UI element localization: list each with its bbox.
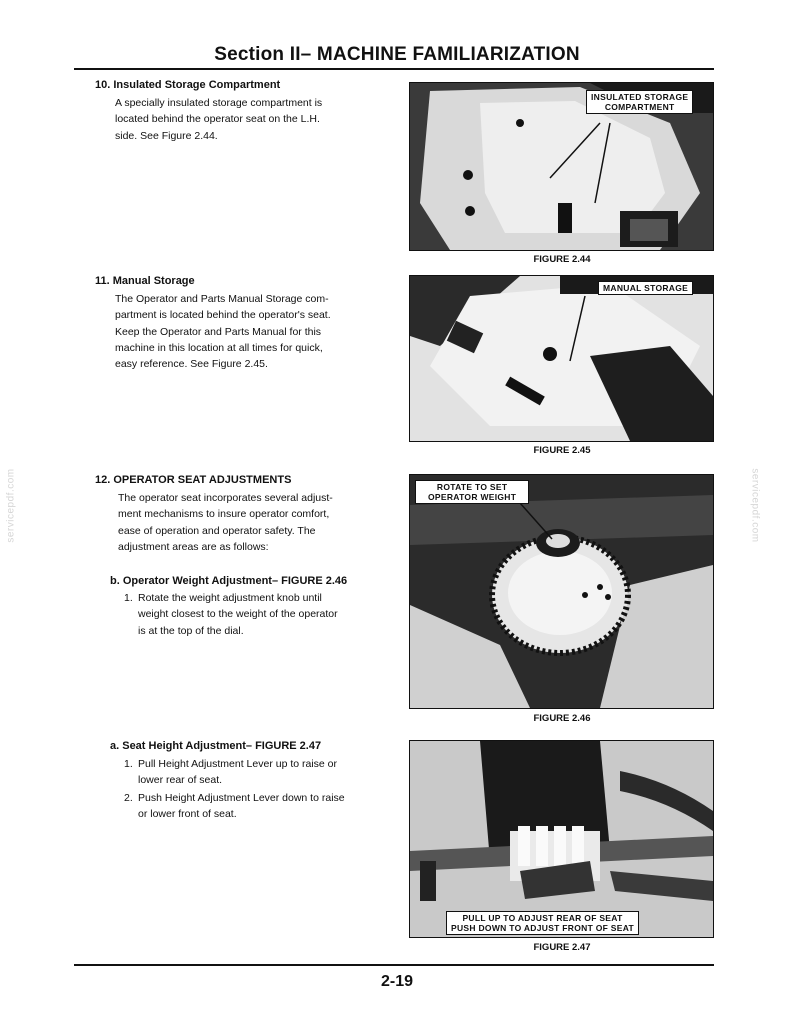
figure-2-47-caption: FIGURE 2.47 bbox=[533, 942, 591, 953]
text-line: weight closest to the weight of the operator bbox=[138, 608, 338, 621]
header-divider bbox=[74, 68, 714, 70]
watermark-right: servicepdf.com bbox=[749, 468, 761, 543]
figure-2-47-photo bbox=[409, 740, 714, 938]
figure-2-46-label bbox=[415, 480, 529, 504]
height-step-2-text bbox=[138, 790, 398, 823]
label-line: ROTATE TO SET bbox=[436, 482, 508, 492]
section-12-heading: 12. OPERATOR SEAT ADJUSTMENTS bbox=[95, 474, 292, 486]
label-line: COMPARTMENT bbox=[604, 102, 675, 112]
height-step-1-text bbox=[138, 756, 398, 789]
figure-2-44-photo bbox=[409, 82, 714, 251]
label-line: PUSH DOWN TO ADJUST FRONT OF SEAT bbox=[451, 923, 635, 933]
text-line: Push Height Adjustment Lever down to raise bbox=[138, 792, 345, 804]
height-step-2-number: 2. bbox=[124, 792, 133, 804]
label-line: OPERATOR WEIGHT bbox=[428, 492, 517, 502]
text-line: located behind the operator seat on the L.H. bbox=[115, 113, 320, 126]
weight-knob-image bbox=[410, 475, 713, 708]
height-adjustment-heading: a. Seat Height Adjustment– FIGURE 2.47 bbox=[110, 740, 322, 752]
text-line: ease of operation and operator safety. The bbox=[118, 524, 316, 537]
label-line: MANUAL STORAGE bbox=[603, 283, 689, 293]
section-11-body bbox=[115, 291, 400, 372]
figure-2-45-caption: FIGURE 2.45 bbox=[533, 445, 591, 456]
text-line: machine in this location at all times for quick, bbox=[115, 341, 323, 354]
figure-2-45-label bbox=[598, 281, 693, 295]
text-line: Pull Height Adjustment Lever up to raise or bbox=[138, 758, 338, 770]
figure-2-44-caption: FIGURE 2.44 bbox=[533, 254, 591, 265]
figure-2-47-label bbox=[446, 911, 639, 935]
height-step-1-number: 1. bbox=[124, 758, 133, 770]
label-line: PULL UP TO ADJUST REAR OF SEAT bbox=[462, 913, 623, 923]
weight-step-1-text bbox=[138, 590, 398, 639]
text-line: The operator seat incorporates several adjust- bbox=[118, 492, 333, 504]
figure-2-44-label bbox=[586, 90, 693, 114]
text-line: side. See Figure 2.44. bbox=[115, 129, 218, 142]
figure-2-46-photo bbox=[409, 474, 714, 709]
text-line: lower rear of seat. bbox=[138, 774, 223, 787]
section-10-body bbox=[115, 95, 395, 144]
text-line: partment is located behind the operator's seat. bbox=[115, 309, 331, 322]
text-line: or lower front of seat. bbox=[138, 808, 237, 821]
weight-step-1-number: 1. bbox=[124, 592, 133, 604]
text-line: The Operator and Parts Manual Storage com- bbox=[115, 293, 329, 305]
weight-adjustment-heading: b. Operator Weight Adjustment– FIGURE 2.46 bbox=[110, 575, 348, 587]
label-line: INSULATED STORAGE bbox=[591, 92, 689, 102]
figure-2-45-photo bbox=[409, 275, 714, 442]
text-line: is at the top of the dial. bbox=[138, 624, 244, 637]
section-10-heading: 10. Insulated Storage Compartment bbox=[95, 79, 281, 91]
section-11-heading: 11. Manual Storage bbox=[95, 275, 195, 287]
manual-storage-image bbox=[410, 276, 713, 441]
section-12-body bbox=[118, 490, 403, 555]
watermark-left: servicepdf.com bbox=[5, 468, 17, 543]
page-number: 2-19 bbox=[380, 973, 414, 990]
text-line: easy reference. See Figure 2.45. bbox=[115, 358, 268, 371]
text-line: ment mechanisms to insure operator comfort, bbox=[118, 508, 330, 521]
figure-2-46-caption: FIGURE 2.46 bbox=[533, 713, 591, 724]
footer-divider bbox=[74, 964, 714, 966]
text-line: adjustment areas are as follows: bbox=[118, 540, 269, 553]
page-title: Section II– MACHINE FAMILIARIZATION bbox=[214, 44, 580, 65]
text-line: Rotate the weight adjustment knob until bbox=[138, 592, 322, 604]
seat-height-lever-image bbox=[410, 741, 713, 937]
text-line: Keep the Operator and Parts Manual for this bbox=[115, 325, 322, 338]
text-line: A specially insulated storage compartment is bbox=[115, 97, 323, 109]
